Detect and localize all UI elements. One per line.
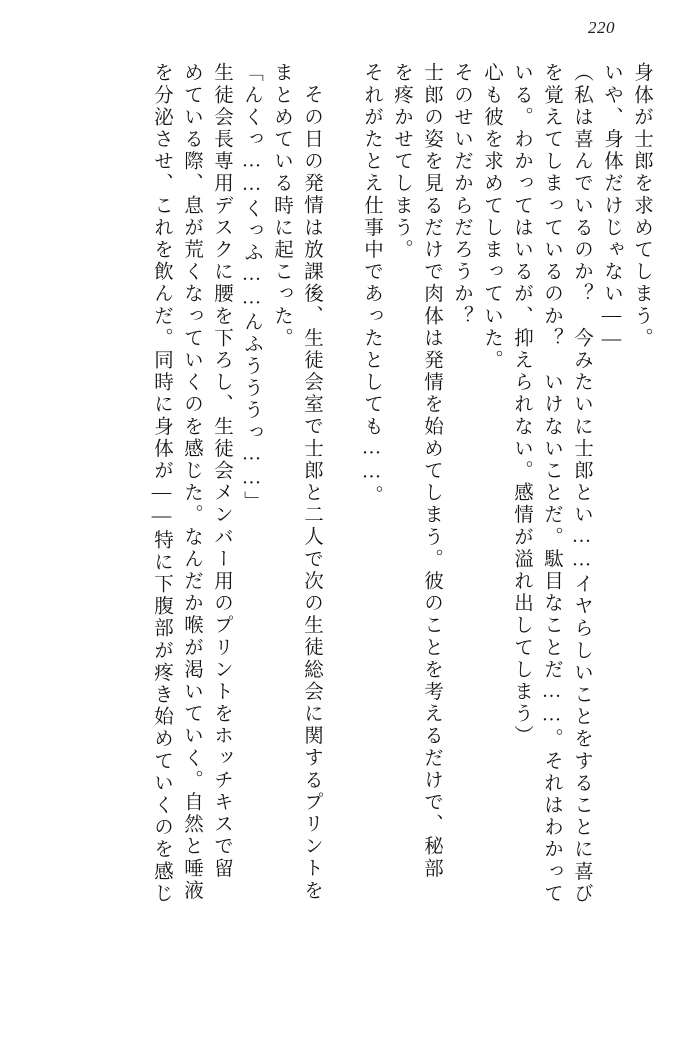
text-line: 生徒会長専用デスクに腰を下ろし、生徒会メンバー用のプリントをホッチキスで留 (211, 62, 232, 880)
text-line: 「んくっ……くっふ……んふうううっ……」 (241, 62, 262, 513)
text-line: を覚えてしまっているのか？ いけないことだ。駄目なことだ……。それはわかって (541, 62, 562, 905)
text-line-blank (321, 62, 351, 1017)
text-line: 身体が士郎を求めてしまう。 (631, 62, 652, 350)
text-line: を分泌させ、これを飲んだ。同時に身体が――特に下腹部が疼き始めていくのを感じ (151, 62, 172, 905)
text-line: そのせいだからだろうか？ (451, 62, 472, 328)
text-line: それがたとえ仕事中であったとしても……。 (361, 62, 382, 507)
text-line: いや、身体だけじゃない―― (601, 62, 622, 353)
text-line: を疼かせてしまう。 (391, 62, 412, 261)
text-line: 士郎の姿を見るだけで肉体は発情を始めてしまう。彼のことを考えるだけで、秘部 (421, 62, 442, 880)
text-line: まとめている時に起こった。 (271, 62, 292, 350)
text-line: 心も彼を求めてしまっていた。 (481, 62, 502, 372)
text-line: いる。わかってはいるが、抑えられない。感情が溢れ出してしまう） (511, 62, 532, 748)
vertical-text-body (42, 62, 651, 1017)
text-line: （私は喜んでいるのか？ 今みたいに士郎とい……イヤらしいことをすることに喜び (571, 62, 592, 905)
page-number: 220 (588, 18, 615, 37)
text-line: めている際、息が荒くなっていくのを感じた。なんだか喉が渇いていく。自然と唾液 (181, 62, 202, 902)
text-line: その日の発情は放課後、生徒会室で士郎と二人で次の生徒総会に関するプリントを (301, 84, 322, 902)
